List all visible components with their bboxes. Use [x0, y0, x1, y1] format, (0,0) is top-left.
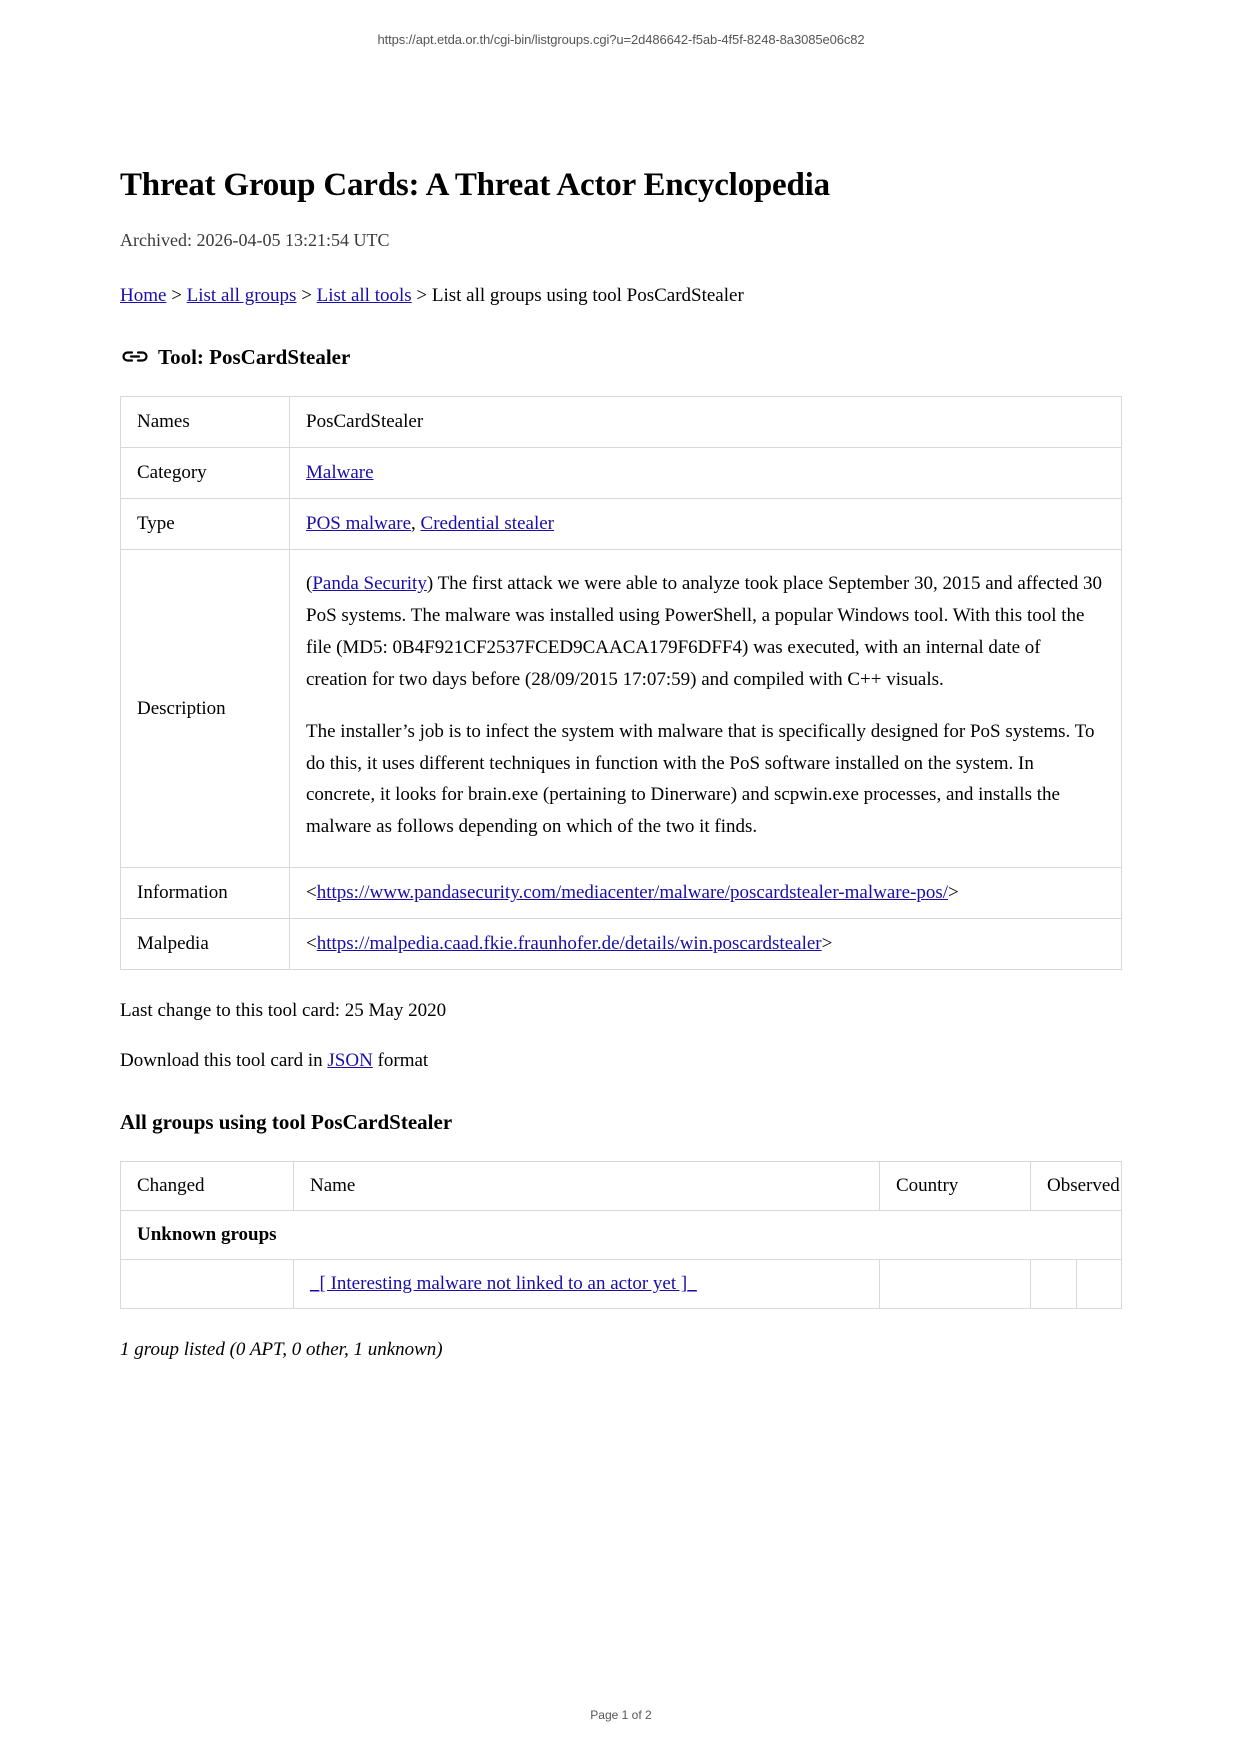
breadcrumb-link-home[interactable]: Home	[120, 285, 167, 306]
breadcrumb-separator: >	[296, 285, 317, 306]
row-extra	[1076, 1260, 1122, 1309]
category-label: Category	[121, 448, 290, 499]
tool-heading	[120, 345, 1122, 370]
link-icon	[120, 344, 150, 368]
column-header-name: Name	[294, 1162, 880, 1211]
tool-heading-text: Tool: PosCardStealer	[158, 345, 351, 369]
column-header-changed: Changed	[121, 1162, 294, 1211]
information-prefix: <	[306, 882, 317, 904]
category-link-malware[interactable]: Malware	[306, 462, 374, 483]
breadcrumb-current: List all groups using tool PosCardStealer	[431, 285, 744, 306]
malpedia-prefix: <	[306, 933, 317, 955]
description-paragraph-1	[306, 568, 1105, 696]
download-suffix: format	[372, 1050, 429, 1072]
breadcrumb-separator: >	[166, 285, 187, 306]
description-paragraph-2: The installer’s job is to infect the system with malware that is specifically designed for PoS systems. To do this, it uses different techniques in function with the PoS software installed on the system. In concrete, it looks for brain.exe (pertaining to Dinerware) and scpwin.exe processes, and installs the malware as follows depending on which of the two it finds.	[306, 720, 1095, 838]
table-row-description	[121, 550, 1122, 868]
table-row-category	[121, 448, 1122, 499]
breadcrumb	[120, 285, 1122, 307]
table-row-malpedia	[121, 919, 1122, 970]
names-value: PosCardStealer	[290, 397, 1122, 448]
breadcrumb-separator: >	[411, 285, 432, 306]
information-label: Information	[121, 868, 290, 919]
download-prefix: Download this tool card in	[120, 1050, 328, 1072]
breadcrumb-link-list-all-tools[interactable]: List all tools	[316, 285, 412, 306]
groups-section-title: All groups using tool PosCardStealer	[120, 1110, 453, 1135]
row-name	[294, 1260, 880, 1309]
table-row	[121, 1260, 1122, 1309]
download-note	[120, 1050, 1122, 1072]
unknown-groups-section-row	[121, 1211, 1122, 1260]
names-label: Names	[121, 397, 290, 448]
malpedia-label: Malpedia	[121, 919, 290, 970]
description-value	[290, 550, 1122, 868]
type-link-pos-malware[interactable]: POS malware	[306, 513, 412, 534]
tool-card-table	[120, 396, 1122, 970]
column-header-country: Country	[880, 1162, 1031, 1211]
type-link-credential-stealer[interactable]: Credential stealer	[420, 513, 554, 534]
malpedia-link[interactable]: https://malpedia.caad.fkie.fraunhofer.de/details/win.poscardstealer	[316, 933, 822, 955]
column-header-observed: Observed	[1031, 1162, 1122, 1211]
information-suffix: >	[948, 882, 959, 904]
groups-table	[120, 1161, 1122, 1309]
last-change-note: Last change to this tool card: 25 May 2020	[120, 1000, 447, 1022]
unknown-groups-heading: Unknown groups	[121, 1211, 1122, 1260]
page-title: Threat Group Cards: A Threat Actor Encyclopedia	[120, 167, 830, 203]
malpedia-value	[290, 919, 1122, 970]
row-changed	[121, 1260, 294, 1309]
table-row-information	[121, 868, 1122, 919]
table-row-names	[121, 397, 1122, 448]
information-value	[290, 868, 1122, 919]
group-link[interactable]: _[ Interesting malware not linked to an actor yet ]_	[310, 1273, 697, 1295]
information-link[interactable]: https://www.pandasecurity.com/mediacenter/malware/poscardstealer-malware-pos/	[316, 882, 949, 904]
description-source-link[interactable]: Panda Security	[312, 573, 427, 594]
groups-table-header-row	[121, 1162, 1122, 1211]
description-text-1: ) The first attack we were able to analyze took place September 30, 2015 and affected 30 PoS systems. The malware was installed using PowerShell, a popular Windows tool. With this tool the file (MD5: 0B4F921CF2537FCED9CAACA179F6DFF4) was executed, with an internal date of creation for two days before (28/09/2015 17:07:59) and compiled with C++ visuals.	[306, 573, 1102, 690]
document-content	[0, 167, 1242, 1361]
description-label: Description	[121, 550, 290, 868]
page-url: https://apt.etda.or.th/cgi-bin/listgroups.cgi?u=2d486642-f5ab-4f5f-8248-8a3085e06c82	[377, 32, 865, 47]
type-label: Type	[121, 499, 290, 550]
type-value	[290, 499, 1122, 550]
table-row-type	[121, 499, 1122, 550]
page-footer: Page 1 of 2	[590, 1708, 652, 1722]
breadcrumb-link-list-all-groups[interactable]: List all groups	[186, 285, 297, 306]
download-json-link[interactable]: JSON	[327, 1050, 373, 1072]
malpedia-suffix: >	[821, 933, 833, 955]
description-open-paren: (	[306, 573, 313, 594]
groups-listed-note: 1 group listed (0 APT, 0 other, 1 unknown)	[120, 1339, 443, 1361]
row-country	[880, 1260, 1031, 1309]
type-separator: ,	[411, 513, 421, 534]
row-observed	[1031, 1260, 1077, 1309]
archived-timestamp: Archived: 2026-04-05 13:21:54 UTC	[120, 230, 390, 250]
category-value	[290, 448, 1122, 499]
